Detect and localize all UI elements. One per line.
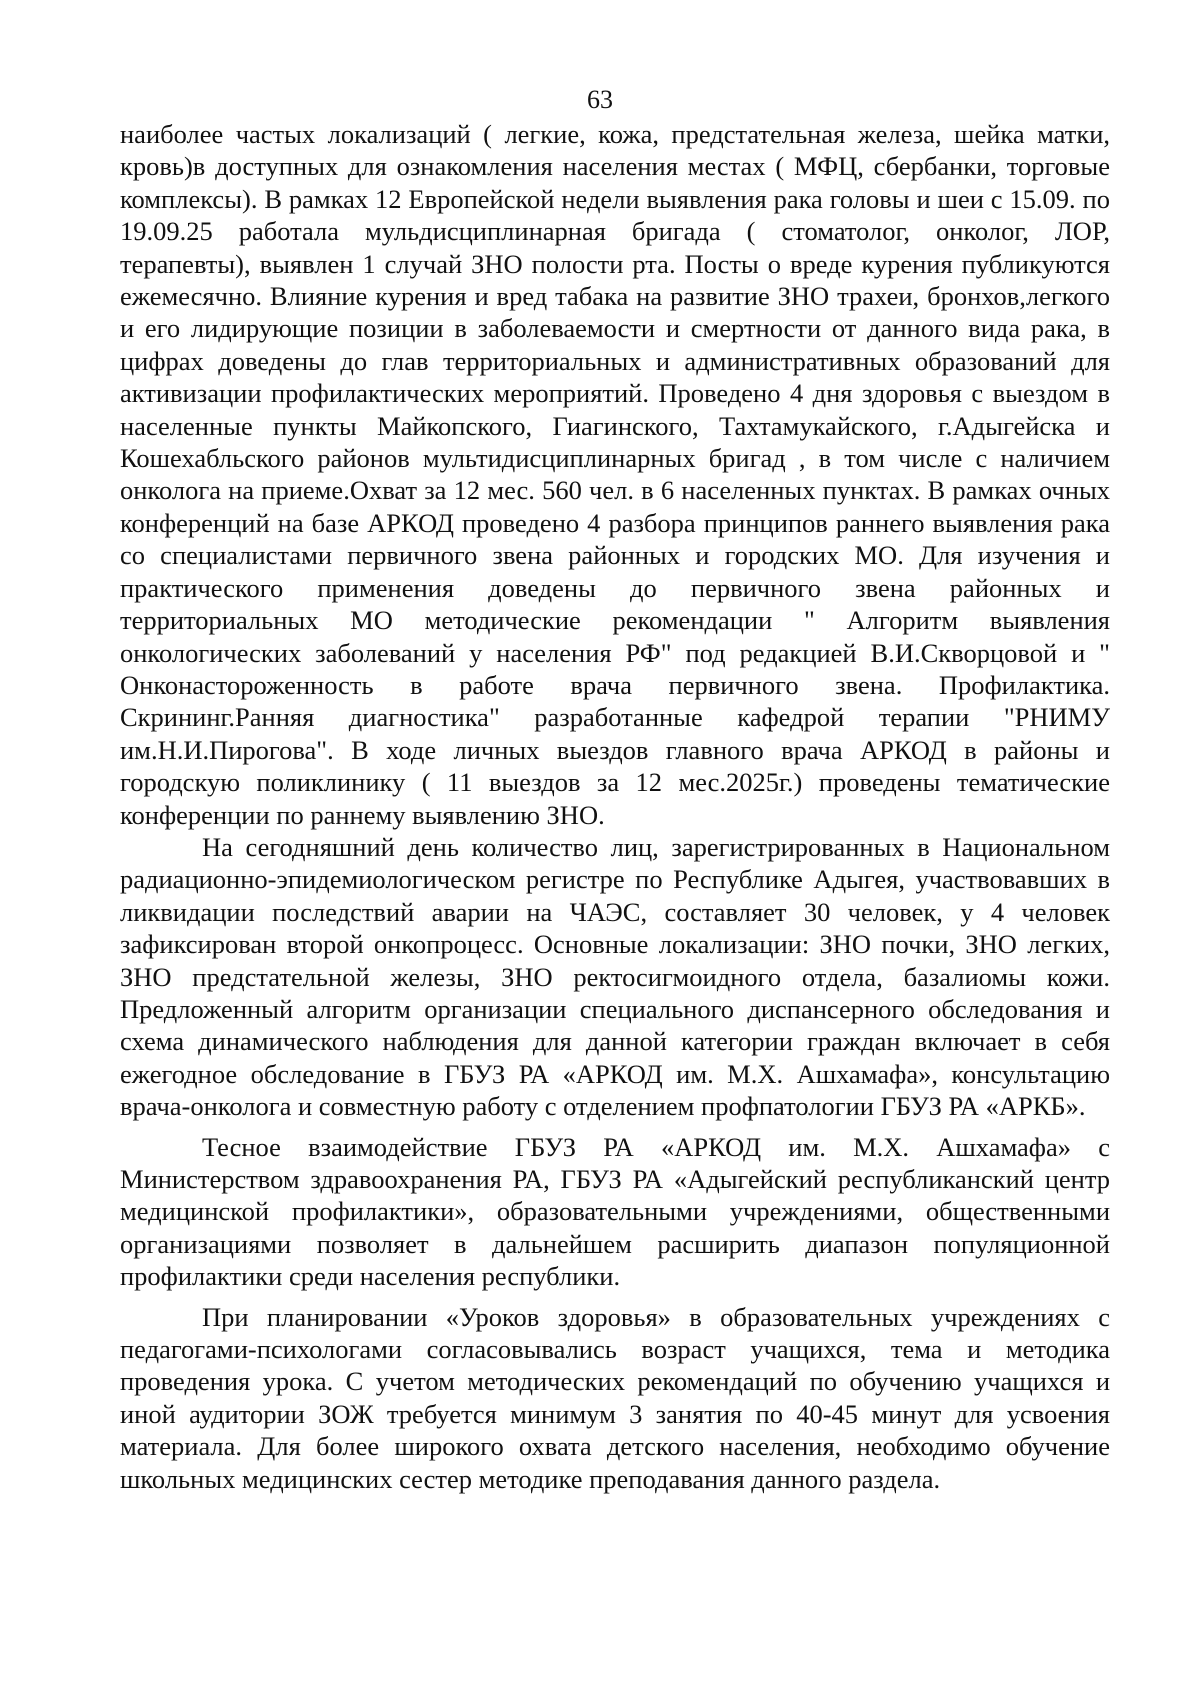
paragraph-health-lessons: При планировании «Уроков здоровья» в образовательных учреждениях с педагогами-психологами согласовывались возраст учащихся, тема и методика проведения урока. С учетом методических рекомендаций по обучению учащихся и иной аудитории ЗОЖ требуется минимум 3 занятия по 40-45 минут для усвоения материала. Для более широкого охвата детского населения, необходимо обучение школьных медицинских сестер методике преподавания данного раздела. <box>120 1301 1110 1494</box>
paragraph-cancer-screening-activities: наиболее частых локализаций ( легкие, кожа, предстательная железа, шейка матки, кровь)в доступных для ознакомления населения местах ( МФЦ, сбербанки, торговые комплексы). В рамках 12 Европейской недели выявления рака головы и шеи с 15.09. по 19.09.25 работала мульдисциплинарная бригада ( стоматолог, онколог, ЛОР, терапевты), выявлен 1 случай ЗНО полости рта. Посты о вреде курения публикуются ежемесячно. Влияние курения и вред табака на развитие ЗНО трахеи, бронхов,легкого и его лидирующие позиции в заболеваемости и смертности от данного вида рака, в цифрах доведены до глав территориальных и административных образований для активизации профилактических мероприятий. Проведено 4 дня здоровья с выездом в населенные пункты Майкопского, Гиагинского, Тахтамукайского, г.Адыгейска и Кошехабльского районов мультидисциплинарных бригад , в том числе с наличием онколога на приеме.Охват за 12 мес. 560 чел. в 6 населенных пунктах. В рамках очных конференций на базе АРКОД проведено 4 разбора принципов раннего выявления рака со специалистами первичного звена районных и городских МО. Для изучения и практического применения доведены до первичного звена районных и территориальных МО методические рекомендации " Алгоритм выявления онкологических заболеваний у населения РФ" под редакцией В.И.Скворцовой и " Онконастороженность в работе врача первичного звена. Профилактика. Скрининг.Ранняя диагностика" разработанные кафедрой терапии "РНИМУ им.Н.И.Пирогова". В ходе личных выездов главного врача АРКОД в районы и городскую поликлинику ( 11 выездов за 12 мес.2025г.) проведены тематические конференции по раннему выявлению ЗНО. <box>120 119 1110 830</box>
paragraph-interagency-cooperation: Тесное взаимодействие ГБУЗ РА «АРКОД им. М.Х. Ашхамафа» с Министерством здравоохранения РА, ГБУЗ РА «Адыгейский республиканский центр медицинской профилактики», образовательными учреждениями, общественными организациями позволяет в дальнейшем расширить диапазон популяционной профилактики среди населения республики. <box>120 1131 1110 1292</box>
page-number: 63 <box>587 85 613 114</box>
document-body <box>120 118 1110 1495</box>
paragraph-chernobyl-registry: На сегодняшний день количество лиц, зарегистрированных в Национальном радиационно-эпидемиологическом регистре по Республике Адыгея, участвовавших в ликвидации последствий аварии на ЧАЭС, составляет 30 человек, у 4 человек зафиксирован второй онкопроцесс. Основные локализации: ЗНО почки, ЗНО легких, ЗНО предстательной железы, ЗНО ректосигмоидного отдела, базалиомы кожи. Предложенный алгоритм организации специального диспансерного обследования и схема динамического наблюдения для данной категории граждан включает в себя ежегодное обследование в ГБУЗ РА «АРКОД им. М.Х. Ашхамафа», консультацию врача-онколога и совместную работу с отделением профпатологии ГБУЗ РА «АРКБ». <box>120 831 1110 1122</box>
